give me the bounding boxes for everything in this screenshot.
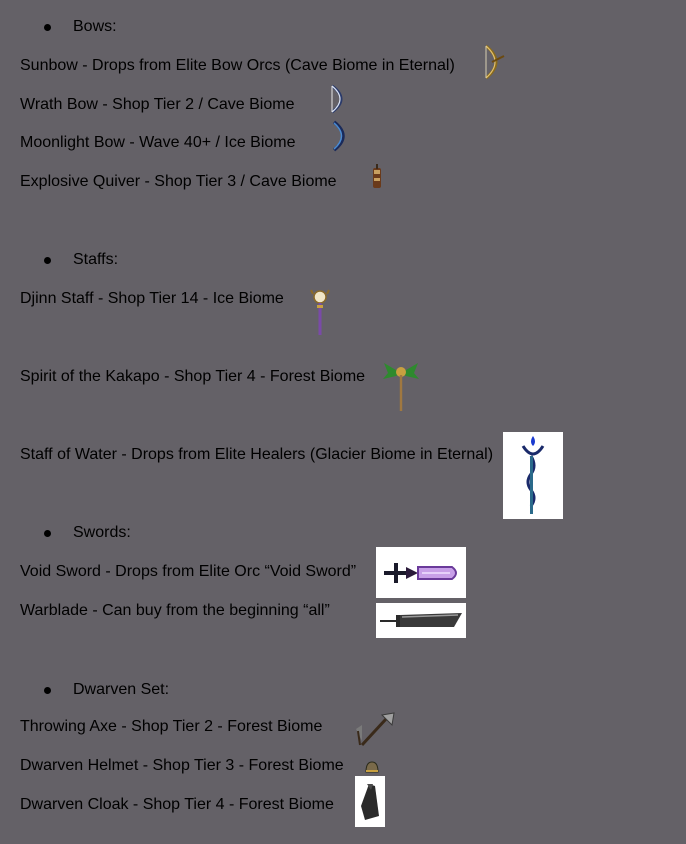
list-item: Explosive Quiver - Shop Tier 3 / Cave Biome xyxy=(20,173,337,190)
section-heading-dwarven-set xyxy=(44,681,169,699)
djinn-staff-icon xyxy=(310,289,330,337)
list-item: Void Sword - Drops from Elite Orc “Void Sword” xyxy=(20,563,357,580)
heading-text: Bows: xyxy=(73,18,117,35)
dwarven-helmet-icon xyxy=(364,760,380,774)
heading-text: Staffs: xyxy=(73,251,119,268)
list-item: Moonlight Bow - Wave 40+ / Ice Biome xyxy=(20,134,296,151)
wrath-bow-icon xyxy=(328,84,350,114)
void-sword-icon xyxy=(376,547,466,598)
heading-text: Dwarven Set: xyxy=(73,681,170,698)
water-staff-icon xyxy=(503,432,563,519)
list-item: Djinn Staff - Shop Tier 14 - Ice Biome xyxy=(20,290,284,307)
list-item: Wrath Bow - Shop Tier 2 / Cave Biome xyxy=(20,96,295,113)
void-sword-frame xyxy=(376,547,466,598)
kakapo-staff-icon xyxy=(382,359,420,413)
throwing-axe-icon xyxy=(352,711,398,749)
sunbow-icon xyxy=(482,44,508,80)
heading-text: Swords: xyxy=(73,524,131,541)
bullet-icon xyxy=(44,530,51,537)
list-item: Spirit of the Kakapo - Shop Tier 4 - Forest Biome xyxy=(20,368,366,385)
bullet-icon xyxy=(44,687,51,694)
list-item: Sunbow - Drops from Elite Bow Orcs (Cave Biome in Eternal) xyxy=(20,57,455,74)
section-heading-swords xyxy=(44,524,131,542)
dwarven-cloak-frame xyxy=(355,776,385,827)
moonlight-bow-icon xyxy=(330,120,352,152)
bullet-icon xyxy=(44,24,51,31)
warblade-icon xyxy=(376,603,466,638)
bullet-icon xyxy=(44,257,51,264)
list-item: Warblade - Can buy from the beginning “all” xyxy=(20,602,330,619)
warblade-frame xyxy=(376,603,466,638)
list-item: Dwarven Cloak - Shop Tier 4 - Forest Biome xyxy=(20,796,334,813)
section-heading-staffs xyxy=(44,251,118,269)
section-heading-bows xyxy=(44,18,117,36)
list-item: Throwing Axe - Shop Tier 2 - Forest Biome xyxy=(20,718,323,735)
water-staff-frame xyxy=(503,432,563,519)
dwarven-cloak-icon xyxy=(355,776,385,827)
list-item: Staff of Water - Drops from Elite Healers (Glacier Biome in Eternal) xyxy=(20,446,494,463)
list-item: Dwarven Helmet - Shop Tier 3 - Forest Biome xyxy=(20,757,344,774)
quiver-icon xyxy=(368,164,386,192)
